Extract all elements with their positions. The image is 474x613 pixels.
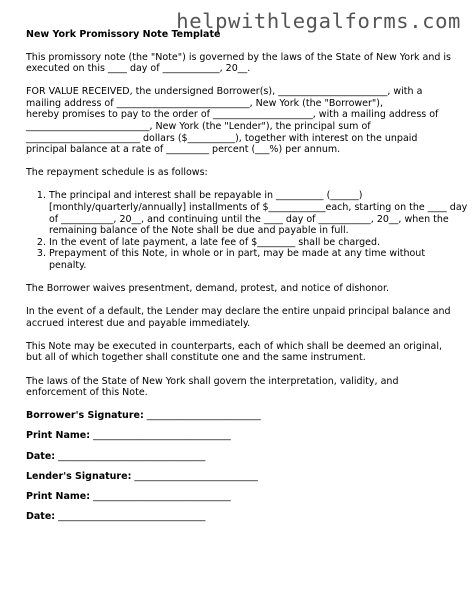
signature-line: _____________________________ <box>90 491 231 502</box>
value-received-line: FOR VALUE RECEIVED, the undersigned Borrower(s), _______________________, with a <box>26 86 423 98</box>
schedule-line: penalty. <box>49 260 87 271</box>
intro-line: executed on this ____ day of ____________, 20__. <box>26 63 251 75</box>
borrower-date-row <box>26 451 456 463</box>
lender-signature-row <box>26 471 456 483</box>
site-watermark: helpwithlegalforms.com <box>176 9 461 33</box>
lender-date-row <box>26 511 456 523</box>
value-received-line: __________________________, New York (the "Lender"), the principal sum of <box>26 121 371 133</box>
governing-law-paragraph <box>26 376 456 399</box>
intro-paragraph <box>26 52 456 75</box>
signature-line: _______________________________ <box>55 450 206 462</box>
document-title: New York Promissory Note Template <box>26 29 221 40</box>
signature-label: Print Name: <box>26 491 91 502</box>
value-received-paragraph <box>26 86 456 156</box>
governing-law-line: The laws of the State of New York shall govern the interpretation, validity, and <box>26 375 399 387</box>
schedule-line: 1. The principal and interest shall be repayable in __________ (______) <box>49 190 363 202</box>
governing-law-line: enforcement of this Note. <box>26 387 148 399</box>
signature-line: ________________________ <box>143 410 261 422</box>
promissory-note-document <box>26 29 468 531</box>
waiver-paragraph: The Borrower waives presentment, demand, protest, and notice of dishonor. <box>26 283 390 295</box>
schedule-line: remaining balance of the Note shall be due and payable in full. <box>49 225 349 237</box>
borrower-signature-row <box>26 410 456 422</box>
value-received-line: ________________________ dollars ($__________), together with interest on the unpaid <box>26 132 418 144</box>
signature-line: __________________________ <box>131 470 258 482</box>
schedule-item <box>49 237 456 249</box>
signature-line: _______________________________ <box>55 511 206 523</box>
signature-label: Date: <box>26 511 56 523</box>
value-received-line: mailing address of ____________________________, New York (the "Borrower"), <box>26 97 384 109</box>
borrower-print-name-row <box>26 430 456 442</box>
counterparts-paragraph <box>26 341 456 364</box>
signature-label: Date: <box>26 450 56 462</box>
schedule-intro: The repayment schedule is as follows: <box>26 167 208 179</box>
signature-label: Borrower's Signature: <box>26 410 144 422</box>
default-paragraph <box>26 306 456 329</box>
signature-block <box>26 410 456 523</box>
signature-label: Print Name: <box>26 430 91 442</box>
lender-print-name-row <box>26 491 456 503</box>
signature-label: Lender's Signature: <box>26 470 132 482</box>
value-received-line: hereby promises to pay to the order of _____________________, with a mailing address of <box>26 109 439 121</box>
default-line: In the event of a default, the Lender may declare the entire unpaid principal balance and <box>26 306 451 318</box>
schedule-line: 2. In the event of late payment, a late fee of $________ shall be charged. <box>49 236 381 248</box>
repayment-schedule-list <box>26 190 468 271</box>
counterparts-line: but all of which together shall constitute one and the same instrument. <box>26 352 366 364</box>
intro-line: This promissory note (the "Note") is governed by the laws of the State of New York and is <box>26 51 452 63</box>
schedule-line: [monthly/quarterly/annually] installments of $____________each, starting on the ____ day <box>49 202 468 214</box>
signature-line: _____________________________ <box>90 430 231 442</box>
schedule-line: 3. Prepayment of this Note, in whole or in part, may be made at any time without <box>49 248 426 260</box>
schedule-item <box>49 190 468 237</box>
schedule-item <box>49 248 456 271</box>
default-line: accrued interest due and payable immediately. <box>26 317 251 329</box>
counterparts-line: This Note may be executed in counterparts, each of which shall be deemed an original, <box>26 340 443 352</box>
value-received-line: principal balance at a rate of _________ percent (___%) per annum. <box>26 144 341 156</box>
schedule-line: of ___________, 20__, and continuing until the ____ day of ___________, 20__, when the <box>49 213 449 225</box>
